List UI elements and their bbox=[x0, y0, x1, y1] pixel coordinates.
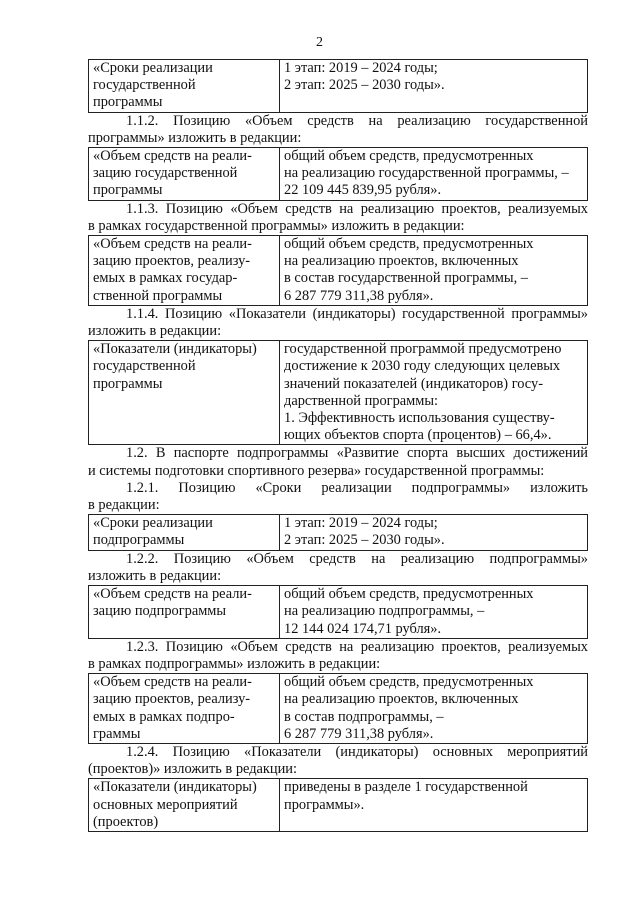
paragraph-continuation: изложить в редакции: bbox=[88, 567, 222, 584]
cell-line: зацию государственной bbox=[93, 165, 238, 182]
table-cell-value bbox=[280, 148, 588, 201]
cell-line: 22 109 445 839,95 рубля». bbox=[284, 182, 442, 199]
table-cell-value bbox=[280, 586, 588, 639]
cell-line: на реализацию проектов, включенных bbox=[284, 253, 519, 270]
passport-table bbox=[88, 340, 588, 445]
cell-line: программы bbox=[93, 182, 163, 199]
cell-line: в состав подпрограммы, – bbox=[284, 708, 444, 725]
table-row bbox=[89, 60, 588, 113]
paragraph bbox=[88, 639, 588, 673]
cell-line: «Показатели (индикаторы) bbox=[93, 341, 257, 358]
cell-line: на реализацию подпрограммы, – bbox=[284, 603, 485, 620]
passport-table bbox=[88, 514, 588, 550]
cell-line: на реализацию государственной программы, – bbox=[284, 165, 569, 182]
table-cell-label bbox=[89, 779, 280, 832]
cell-line: программы». bbox=[284, 796, 365, 813]
cell-line: значений показателей (индикаторов) госу- bbox=[284, 375, 543, 392]
cell-line: государственной программой предусмотрено bbox=[284, 341, 562, 358]
paragraph-first-line: 1.1.4. Позицию «Показатели (индикаторы) государственной программы» bbox=[126, 305, 588, 322]
cell-line: основных мероприятий bbox=[93, 796, 238, 813]
table-row bbox=[89, 341, 588, 445]
cell-line: государственной bbox=[93, 77, 196, 94]
paragraph bbox=[88, 480, 588, 514]
cell-line: приведены в разделе 1 государственной bbox=[284, 779, 528, 796]
paragraph-first-line: 1.1.2. Позицию «Объем средств на реализацию государственной bbox=[126, 112, 588, 129]
table-row bbox=[89, 586, 588, 639]
cell-line: «Объем средств на реали- bbox=[93, 586, 252, 603]
cell-line: государственной bbox=[93, 358, 196, 375]
table-cell-label bbox=[89, 236, 280, 306]
paragraph bbox=[88, 201, 588, 235]
cell-line: дарственной программы: bbox=[284, 392, 439, 409]
cell-line: 6 287 779 311,38 рубля». bbox=[284, 287, 434, 304]
cell-line: граммы bbox=[93, 725, 141, 742]
cell-line: общий объем средств, предусмотренных bbox=[284, 236, 534, 253]
cell-line: ющих объектов спорта (процентов) – 66,4». bbox=[284, 427, 552, 444]
table-cell-label bbox=[89, 515, 280, 550]
cell-line: общий объем средств, предусмотренных bbox=[284, 148, 534, 165]
cell-line: «Сроки реализации bbox=[93, 60, 213, 76]
cell-line: на реализацию проектов, включенных bbox=[284, 691, 519, 708]
passport-table bbox=[88, 59, 588, 113]
cell-line: 2 этап: 2025 – 2030 годы». bbox=[284, 532, 445, 549]
paragraph-first-line: 1.2. В паспорте подпрограммы «Развитие спорта высших достижений bbox=[126, 445, 588, 462]
cell-line: общий объем средств, предусмотренных bbox=[284, 674, 534, 691]
paragraph-first-line: 1.2.3. Позицию «Объем средств на реализацию проектов, реализуемых bbox=[126, 638, 588, 655]
table-cell-value bbox=[280, 674, 588, 744]
paragraph-continuation: программы» изложить в редакции: bbox=[88, 129, 302, 146]
passport-table bbox=[88, 585, 588, 639]
cell-line: «Объем средств на реали- bbox=[93, 674, 252, 691]
cell-line: «Объем средств на реали- bbox=[93, 236, 252, 253]
table-cell-value bbox=[280, 60, 588, 113]
page-number: 2 bbox=[316, 35, 323, 50]
cell-line: достижение к 2030 году следующих целевых bbox=[284, 358, 561, 375]
cell-line: 1 этап: 2019 – 2024 годы; bbox=[284, 515, 438, 532]
table-row bbox=[89, 674, 588, 744]
cell-line: программы bbox=[93, 375, 163, 392]
paragraph-continuation: изложить в редакции: bbox=[88, 323, 222, 340]
table-cell-value bbox=[280, 236, 588, 306]
cell-line: зацию подпрограммы bbox=[93, 603, 227, 620]
paragraph-continuation: в рамках государственной программы» изложить в редакции: bbox=[88, 217, 465, 234]
passport-table bbox=[88, 235, 588, 306]
document-body bbox=[88, 59, 588, 832]
cell-line: «Сроки реализации bbox=[93, 515, 213, 532]
cell-line: «Показатели (индикаторы) bbox=[93, 779, 257, 796]
table-cell-value bbox=[280, 515, 588, 550]
table-row bbox=[89, 515, 588, 550]
table-row bbox=[89, 779, 588, 832]
cell-line: 12 144 024 174,71 рубля». bbox=[284, 620, 442, 637]
table-cell-value bbox=[280, 779, 588, 832]
paragraph-continuation: и системы подготовки спортивного резерва» государственной программы: bbox=[88, 462, 545, 479]
cell-line: зацию проектов, реализу- bbox=[93, 691, 251, 708]
paragraph-first-line: 1.2.1. Позицию «Сроки реализации подпрограммы» изложить bbox=[126, 479, 588, 496]
cell-line: емых в рамках подпро- bbox=[93, 708, 235, 725]
cell-line: (проектов) bbox=[93, 813, 159, 830]
passport-table bbox=[88, 673, 588, 744]
cell-line: 1 этап: 2019 – 2024 годы; bbox=[284, 60, 438, 76]
cell-line: 1. Эффективность использования существу- bbox=[284, 410, 555, 427]
cell-line: емых в рамках государ- bbox=[93, 270, 238, 287]
cell-line: 6 287 779 311,38 рубля». bbox=[284, 725, 434, 742]
paragraph bbox=[88, 551, 588, 585]
paragraph-continuation: (проектов)» изложить в редакции: bbox=[88, 761, 298, 778]
cell-line: ственной программы bbox=[93, 287, 223, 304]
paragraph-continuation: в редакции: bbox=[88, 497, 160, 514]
cell-line: программы bbox=[93, 94, 163, 111]
paragraph-first-line: 1.1.3. Позицию «Объем средств на реализацию проектов, реализуемых bbox=[126, 200, 588, 217]
paragraph-first-line: 1.2.2. Позицию «Объем средств на реализацию подпрограммы» bbox=[126, 550, 588, 567]
table-cell-label bbox=[89, 148, 280, 201]
cell-line: подпрограммы bbox=[93, 532, 185, 549]
paragraph bbox=[88, 306, 588, 340]
table-cell-value bbox=[280, 341, 588, 445]
cell-line: «Объем средств на реали- bbox=[93, 148, 252, 165]
cell-line: общий объем средств, предусмотренных bbox=[284, 586, 534, 603]
paragraph bbox=[88, 744, 588, 778]
paragraph-first-line: 1.2.4. Позицию «Показатели (индикаторы) основных мероприятий bbox=[126, 743, 588, 760]
paragraph bbox=[88, 445, 588, 479]
paragraph bbox=[88, 113, 588, 147]
cell-line: зацию проектов, реализу- bbox=[93, 253, 251, 270]
table-row bbox=[89, 236, 588, 306]
cell-line: в состав государственной программы, – bbox=[284, 270, 528, 287]
table-cell-label bbox=[89, 341, 280, 445]
paragraph-continuation: в рамках подпрограммы» изложить в редакции: bbox=[88, 655, 381, 672]
passport-table bbox=[88, 778, 588, 832]
table-cell-label bbox=[89, 586, 280, 639]
table-row bbox=[89, 148, 588, 201]
passport-table bbox=[88, 147, 588, 201]
table-cell-label bbox=[89, 674, 280, 744]
cell-line: 2 этап: 2025 – 2030 годы». bbox=[284, 77, 445, 94]
table-cell-label bbox=[89, 60, 280, 113]
